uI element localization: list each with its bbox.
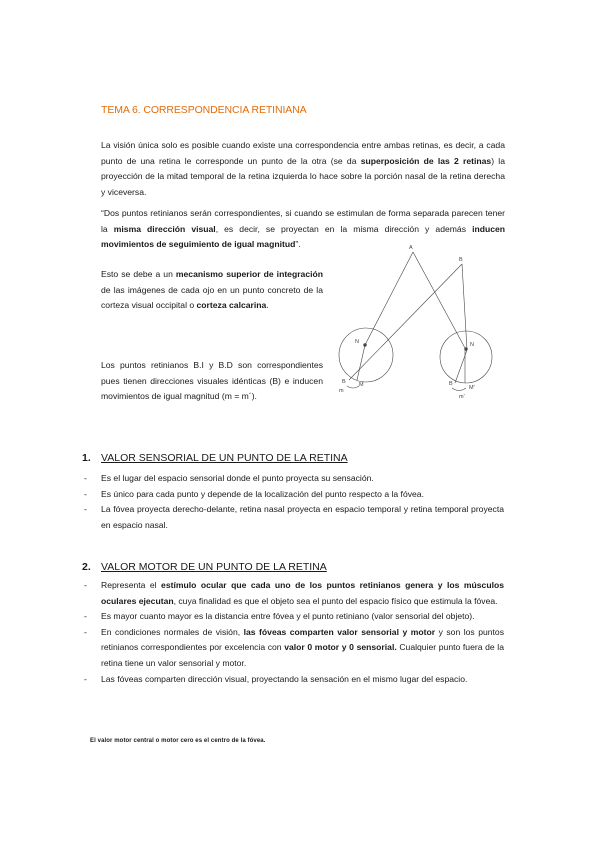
line-a-left [365, 252, 413, 345]
right-m-label: M' [469, 385, 475, 391]
right-b-label: B [449, 381, 453, 387]
quote-paragraph: “Dos puntos retinianos serán correspondientes, si cuando se estimulan de forma separada parecen tener la misma dirección visual, es decir, se proyectan en la misma dirección y además inducen movimientos de seguimiento de igual magnitud”. [101, 208, 506, 250]
point-b-label: B [459, 257, 463, 263]
left-b-label: B [342, 379, 346, 385]
section-2-heading: 2. VALOR MOTOR DE UN PUNTO DE LA RETINA [82, 561, 327, 573]
line-a-right [413, 252, 465, 348]
right-eye-circle [440, 331, 492, 383]
section-1-list [82, 471, 504, 533]
line-b-left [349, 264, 462, 380]
right-nodal-label: N [470, 342, 474, 348]
list-item: - Es el lugar del espacio sensorial donde el punto proyecta su sensación. [82, 471, 504, 487]
list-item: - La fóvea proyecta derecho-delante, retina nasal proyecta en espacio temporal y retina temporal proyecta en espacio nasal. [82, 502, 504, 533]
left-nodal-label: N [355, 339, 359, 345]
footnote: El valor motor central o motor cero es el centro de la fóvea. [90, 738, 266, 744]
retinal-correspondence-diagram [325, 240, 505, 410]
section-2-list [82, 578, 504, 687]
section-1-heading: 1. VALOR SENSORIAL DE UN PUNTO DE LA RETINA [82, 452, 348, 464]
list-item: - Representa el estímulo ocular que cada uno de los puntos retinianos genera y los músculos oculares ejecutan, cuya finalidad es que el objeto sea el punto del espacio físico que estimula la fóvea. [82, 578, 504, 609]
right-nodal-point [465, 348, 468, 351]
list-item: - Las fóveas comparten dirección visual, proyectando la sensación en el mismo lugar del espacio. [82, 672, 504, 688]
list-item: - Es único para cada punto y depende de la localización del punto respecto a la fóvea. [82, 487, 504, 503]
left-eye-circle [339, 328, 393, 382]
left-visual-axis [357, 345, 365, 380]
correspondence-paragraph: Los puntos retinianos B.I y B.D son correspondientes pues tienen direcciones visuales idénticas (B) e inducen movimientos de igual magnitud (m = m´). [101, 360, 323, 402]
point-a-label: A [409, 245, 413, 251]
page-title: TEMA 6. CORRESPONDENCIA RETINIANA [101, 104, 307, 116]
right-small-m-label: m' [459, 394, 465, 400]
left-movement-arc [347, 386, 359, 388]
intro-paragraph: La visión única solo es posible cuando existe una correspondencia entre ambas retinas, es decir, a cada punto de una retina le corresponde un punto de la otra (se da superposición de las 2 retinas) la proyección de la mitad temporal de la retina izquierda lo hace sobre la porción nasal de la retina derecha y viceversa. [101, 140, 505, 197]
left-nodal-point [364, 344, 367, 347]
integration-paragraph: Esto se debe a un mecanismo superior de integración de las imágenes de cada ojo en un punto concreto de la corteza visual occipital o corteza calcarina. [101, 269, 323, 311]
list-item: - Es mayor cuanto mayor es la distancia entre fóvea y el punto retiniano (valor sensorial del objeto). [82, 609, 504, 625]
line-b-right [462, 264, 467, 350]
list-item: - En condiciones normales de visión, las fóveas comparten valor sensorial y motor y son los puntos retinianos correspondientes por excelencia con valor 0 motor y 0 sensorial. Cualquier punto fuera de la retina tiene un valor sensorial y motor. [82, 625, 504, 672]
left-small-m-label: m [339, 388, 344, 394]
left-m-label: M [359, 382, 364, 388]
right-movement-arc [452, 388, 466, 391]
